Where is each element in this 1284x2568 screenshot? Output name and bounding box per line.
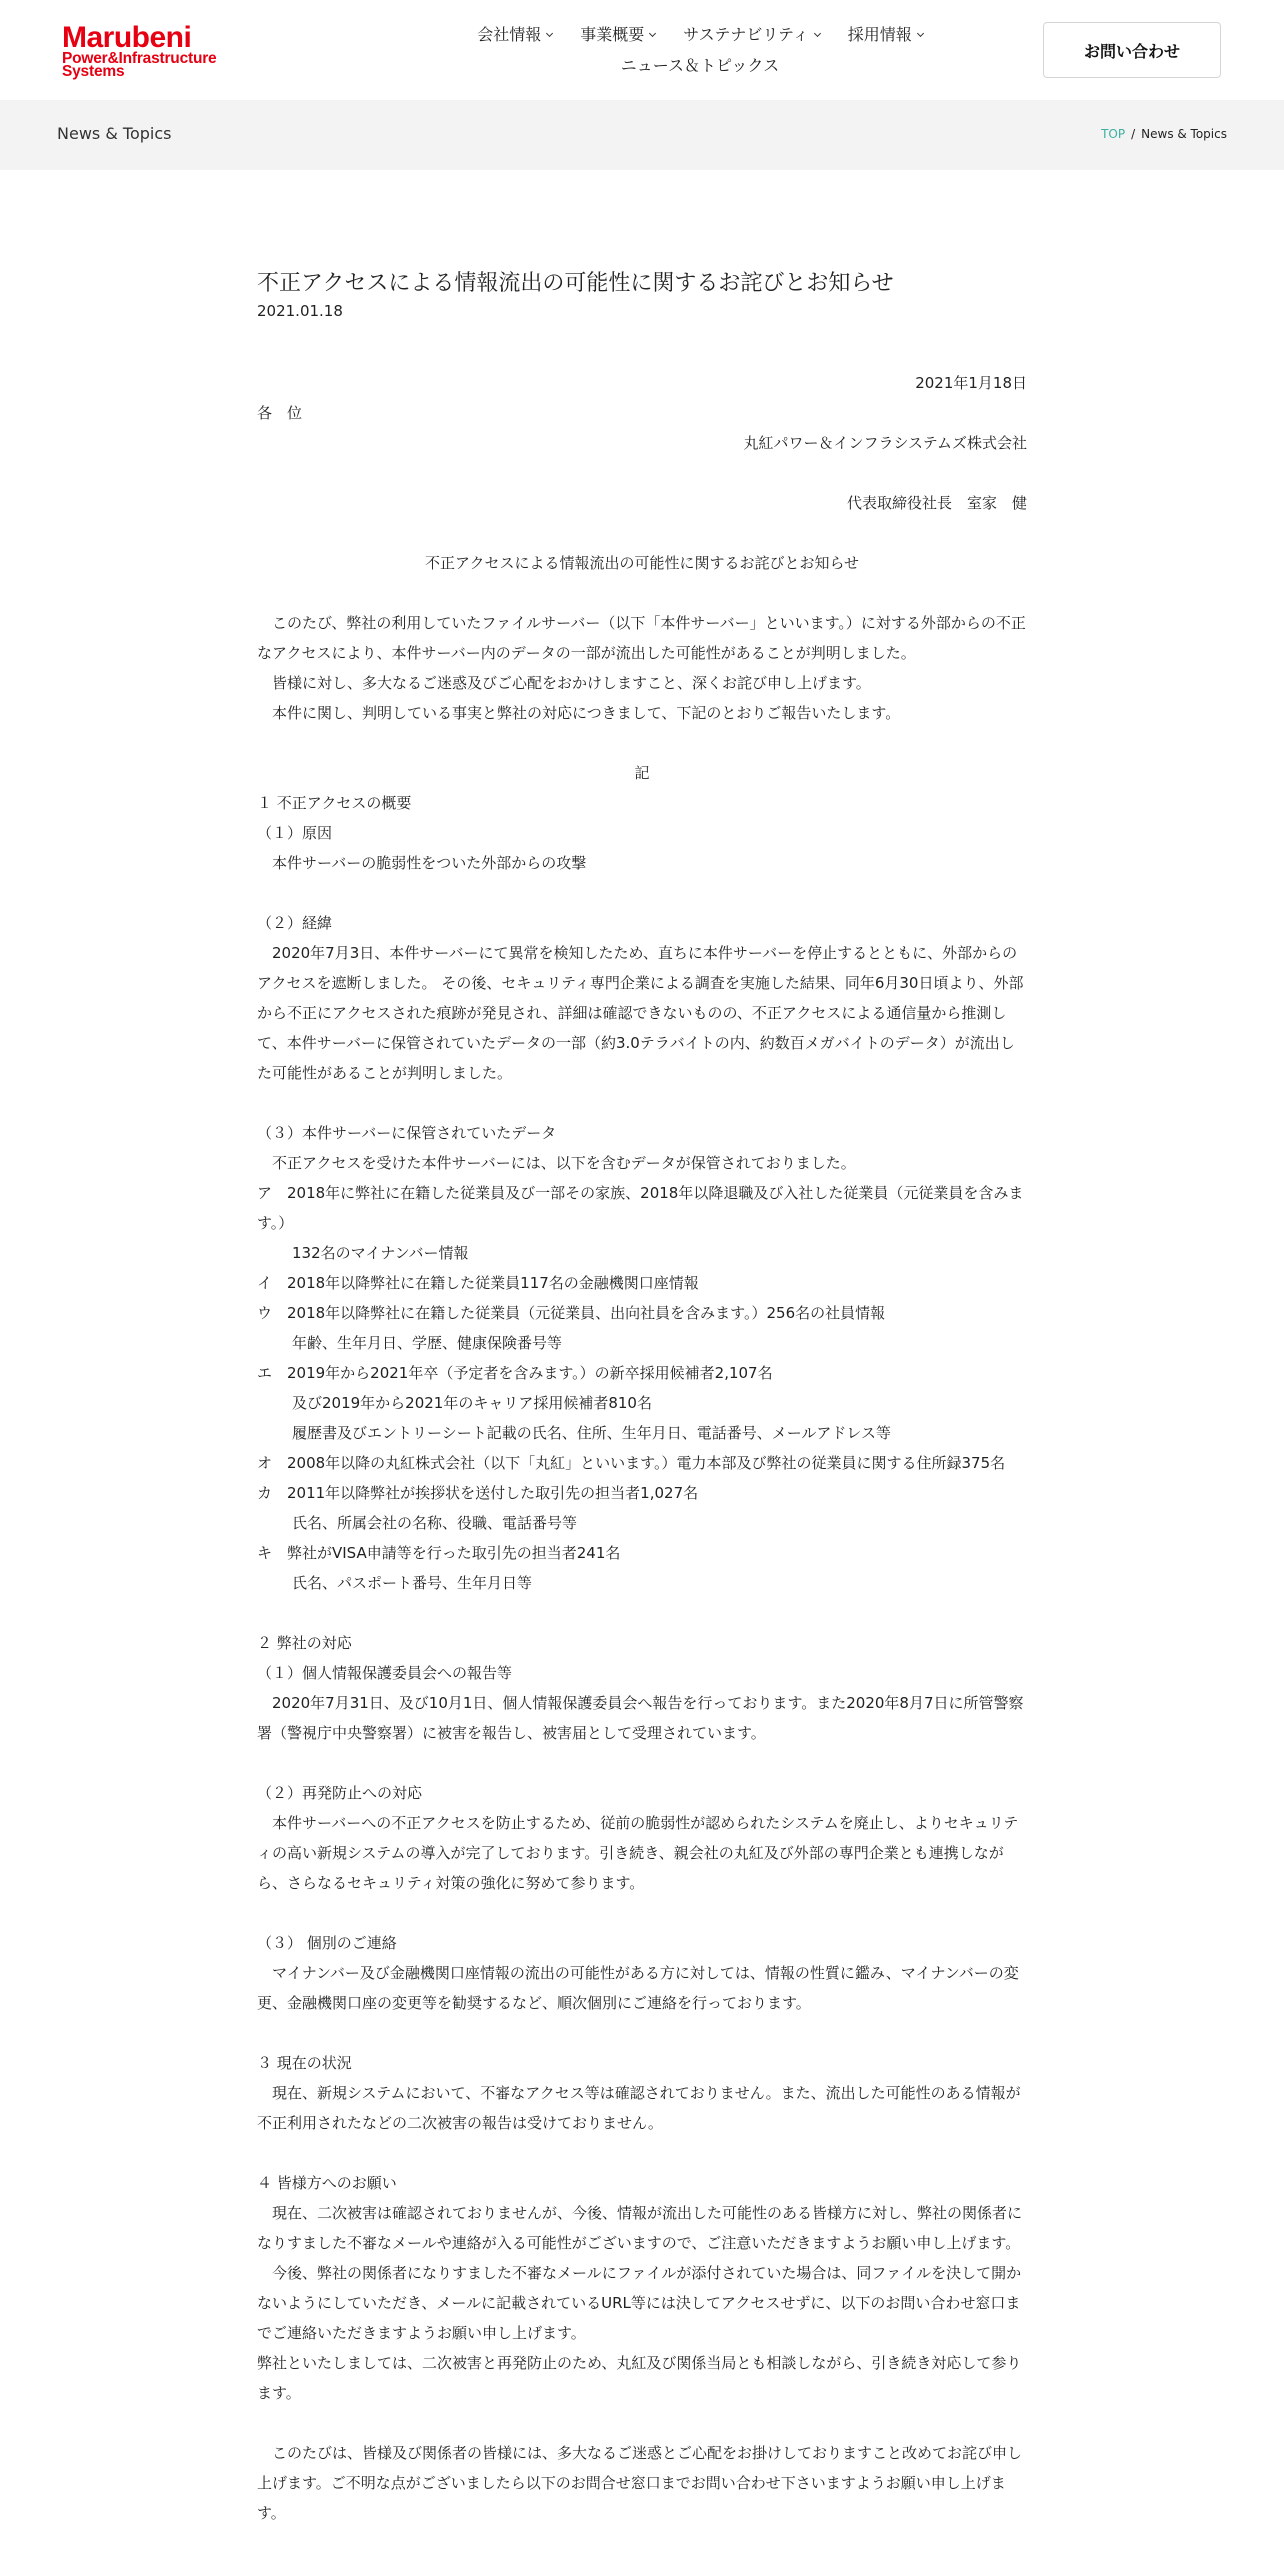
chevron-down-icon — [649, 30, 656, 37]
section-heading: １ 不正アクセスの概要 — [257, 794, 412, 812]
paragraph: 不正アクセスを受けた本件サーバーには、以下を含むデータが保管されておりました。 — [272, 1154, 856, 1172]
paragraph: 本件サーバーへの不正アクセスを防止するため、従前の脆弱性が認められたシステムを廃止し、よりセキュリティの高い新規システムの導入が完了しております。引き続き、親会社の丸紅及び外部の専門企業とも連携しながら、さらなるセキュリティ対策の強化に努めて参ります。 — [257, 1814, 1019, 1892]
breadcrumb-current: News & Topics — [1141, 127, 1227, 141]
paragraph: このたびは、皆様及び関係者の皆様には、多大なるご迷惑とご心配をお掛けしておりますこと改めてお詫び申し上げます。ご不明な点がございましたら以下のお問合せ窓口までお問い合わせ下さいますようお願い申し上げます。 — [257, 2444, 1023, 2522]
letter-date: 2021年1月18日 — [915, 374, 1027, 392]
subsection-heading: （１）原因 — [257, 824, 333, 842]
chevron-down-icon — [814, 30, 821, 37]
paragraph: 本件サーバーの脆弱性をついた外部からの攻撃 — [272, 854, 587, 872]
chevron-down-icon — [917, 30, 924, 37]
list-item: イ 2018年以降弊社に在籍した従業員117名の金融機関口座情報 — [257, 1274, 699, 1292]
paragraph: 今後、弊社の関係者になりすました不審なメールにファイルが添付されていた場合は、同ファイルを決して開かないようにしていただき、メールに記載されているURL等には決してアクセスせずに、以下のお問い合わせ窓口までご連絡いただきますようお願い申し上げます。 — [257, 2264, 1022, 2342]
subsection-heading: （３） 個別のご連絡 — [257, 1934, 397, 1952]
article-date: 2021.01.18 — [257, 302, 343, 320]
company-logo[interactable] — [62, 21, 324, 80]
list-item-detail: 年齢、生年月日、学歴、健康保険番号等 — [292, 1334, 563, 1352]
notes-heading: 記 — [634, 764, 650, 782]
subsection-heading: （２）再発防止への対応 — [257, 1784, 423, 1802]
section-heading: ２ 弊社の対応 — [257, 1634, 352, 1652]
nav-news-topics[interactable]: ニュース＆トピックス — [620, 56, 780, 75]
site-header — [0, 0, 1284, 100]
nav-label: 会社情報 — [477, 25, 542, 44]
list-item-detail: 132名のマイナンバー情報 — [292, 1244, 469, 1262]
paragraph: 2020年7月3日、本件サーバーにて異常を検知したため、直ちに本件サーバーを停止するとともに、外部からのアクセスを遮断しました。 その後、セキュリティ専門企業による調査を実施した結果、同年6月30日頃より、外部から不正にアクセスされた痕跡が発見され、詳細は確認できないものの、不正アクセスによる通信量から推測して、本件サーバーに保管されていたデータの一部（約3.0テラバイトの内、約数百メガバイトのデータ）が流出した可能性があることが判明しました。 — [257, 944, 1024, 1082]
sender-company: 丸紅パワー＆インフラシステムズ株式会社 — [743, 434, 1027, 452]
list-item-detail: 氏名、パスポート番号、生年月日等 — [292, 1574, 533, 1592]
paragraph: 弊社といたしましては、二次被害と再発防止のため、丸紅及び関係当局とも相談しながら、引き続き対応して参ります。 — [257, 2354, 1022, 2402]
list-item: ウ 2018年以降弊社に在籍した従業員（元従業員、出向社員を含みます。）256名の社員情報 — [257, 1304, 886, 1322]
list-item: エ 2019年から2021年卒（予定者を含みます。）の新卒採用候補者2,107名 — [257, 1364, 773, 1382]
section-heading: ３ 現在の状況 — [257, 2054, 352, 2072]
paragraph: 現在、二次被害は確認されておりませんが、今後、情報が流出した可能性のある皆様方に対し、弊社の関係者になりすました不審なメールや連絡が入る可能性がございますので、ご注意いただきますようお願い申し上げます。 — [257, 2204, 1023, 2252]
page-title-bar — [0, 100, 1284, 170]
paragraph: 2020年7月31日、及び10月1日、個人情報保護委員会へ報告を行っております。また2020年8月7日に所管警察署（警視庁中央警察署）に被害を報告し、被害届として受理されています。 — [257, 1694, 1024, 1742]
article-body — [257, 368, 1027, 2528]
page-title: News & Topics — [57, 124, 172, 143]
contact-button[interactable]: お問い合わせ — [1043, 22, 1221, 78]
sender-representative: 代表取締役社長 室家 健 — [846, 494, 1027, 512]
logo-line-3: Systems — [62, 63, 125, 80]
list-item: オ 2008年以降の丸紅株式会社（以下「丸紅」といいます。）電力本部及び弊社の従業員に関する住所録375名 — [257, 1454, 1006, 1472]
nav-sustainability[interactable] — [683, 22, 819, 45]
breadcrumb — [1101, 127, 1227, 141]
section-heading: ４ 皆様方へのお願い — [257, 2174, 397, 2192]
list-item: カ 2011年以降弊社が挨拶状を送付した取引先の担当者1,027名 — [257, 1484, 699, 1502]
list-item-detail: 氏名、所属会社の名称、役職、電話番号等 — [292, 1514, 578, 1532]
article-title: 不正アクセスによる情報流出の可能性に関するお詫びとお知らせ — [257, 271, 894, 296]
list-item-detail: 及び2019年から2021年のキャリア採用候補者810名 — [292, 1394, 652, 1412]
logo-line-2: Power&Infrastructure — [62, 50, 217, 67]
nav-recruit[interactable] — [848, 22, 923, 45]
main-nav — [440, 22, 960, 76]
paragraph: マイナンバー及び金融機関口座情報の流出の可能性がある方に対しては、情報の性質に鑑み、マイナンバーの変更、金融機関口座の変更等を勧奨するなど、順次個別にご連絡を行っております。 — [257, 1964, 1019, 2012]
subsection-heading: （１）個人情報保護委員会への報告等 — [257, 1664, 513, 1682]
subsection-heading: （２）経緯 — [257, 914, 333, 932]
nav-label: 事業概要 — [580, 25, 645, 44]
paragraph: このたび、弊社の利用していたファイルサーバー（以下「本件サーバー」といいます。）に対する外部からの不正なアクセスにより、本件サーバー内のデータの一部が流出した可能性があることが判明しました。 — [257, 614, 1026, 662]
chevron-down-icon — [546, 30, 553, 37]
addressee: 各 位 — [257, 404, 303, 422]
list-item-detail: 履歴書及びエントリーシート記載の氏名、住所、生年月日、電話番号、メールアドレス等 — [292, 1424, 891, 1442]
letter-subject: 不正アクセスによる情報流出の可能性に関するお詫びとお知らせ — [424, 554, 860, 572]
paragraph: 皆様に対し、多大なるご迷惑及びご心配をおかけしますこと、深くお詫び申し上げます。 — [272, 674, 871, 692]
subsection-heading: （３）本件サーバーに保管されていたデータ — [257, 1124, 557, 1142]
list-item: キ 弊社がVISA申請等を行った取引先の担当者241名 — [257, 1544, 621, 1562]
paragraph: 現在、新規システムにおいて、不審なアクセス等は確認されておりません。また、流出した可能性のある情報が不正利用されたなどの二次被害の報告は受けておりません。 — [257, 2084, 1021, 2132]
paragraph: 本件に関し、判明している事実と弊社の対応につきまして、下記のとおりご報告いたします。 — [272, 704, 901, 722]
breadcrumb-separator: / — [1131, 127, 1136, 141]
list-item: ア 2018年に弊社に在籍した従業員及び一部その家族、2018年以降退職及び入社した従業員（元従業員を含みます。） — [257, 1184, 1024, 1232]
logo-line-1: Marubeni — [62, 21, 192, 54]
nav-business-overview[interactable] — [580, 22, 655, 45]
nav-label: サステナビリティ — [683, 25, 809, 44]
article — [257, 268, 1027, 2528]
nav-label: 採用情報 — [847, 25, 912, 44]
nav-company-info[interactable] — [477, 22, 552, 45]
breadcrumb-top-link[interactable]: TOP — [1101, 127, 1126, 141]
